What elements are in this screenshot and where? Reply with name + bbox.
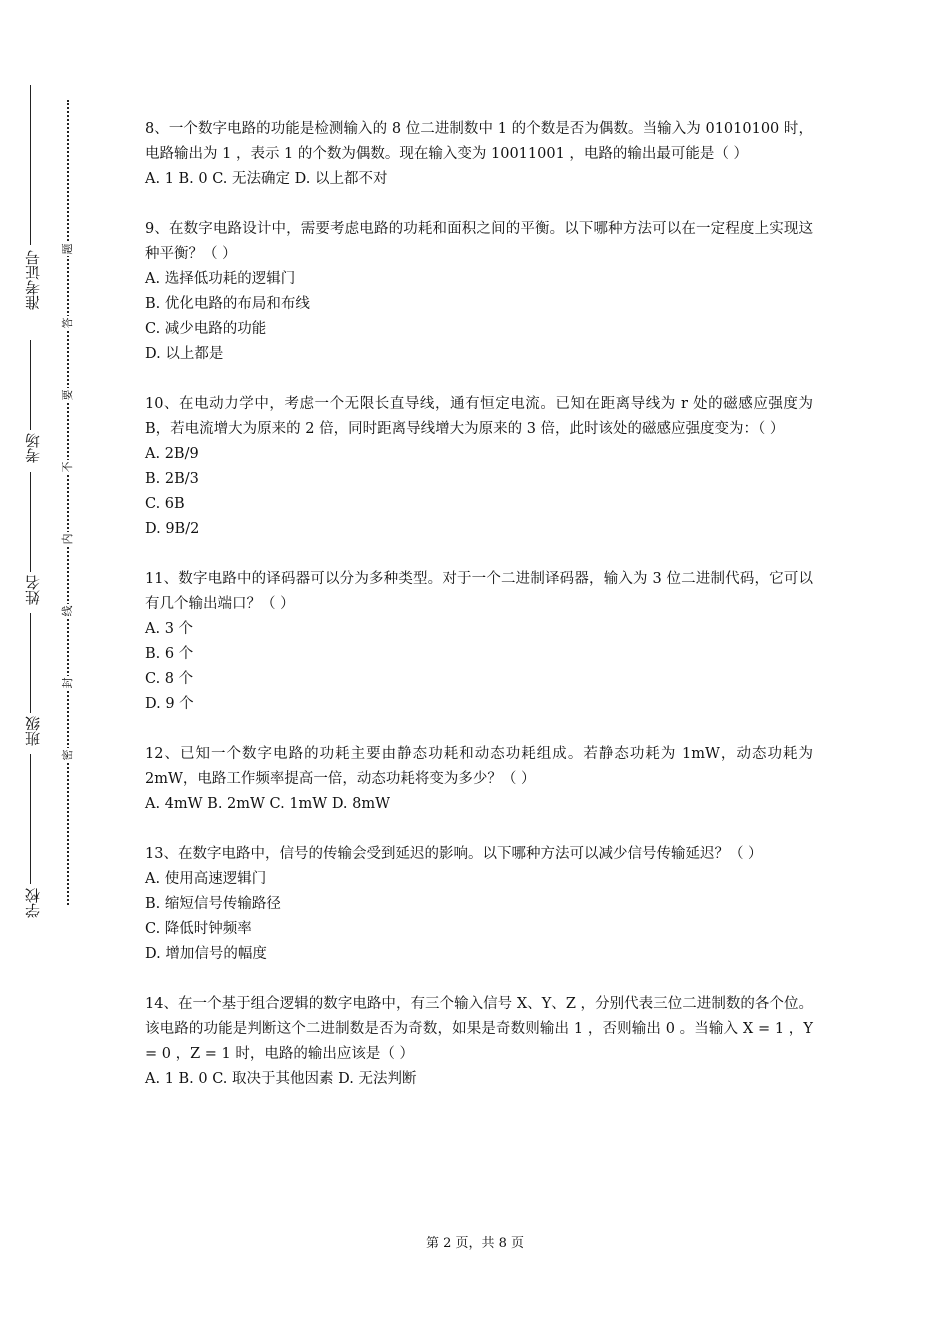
- option-a: A. 使用高速逻辑门: [145, 871, 267, 887]
- question-stem: 11、数字电路中的译码器可以分为多种类型。对于一个二进制译码器，输入为 3 位二进制代码，它可以有几个输出端口？（ ）: [145, 571, 813, 612]
- label-school: 学校: [24, 888, 42, 918]
- option-b: B. 6 个: [145, 646, 194, 662]
- option-a: A. 2B/9: [145, 446, 199, 462]
- question-8: [145, 117, 813, 192]
- option-b: B. 缩短信号传输路径: [145, 896, 281, 912]
- seal-char: 答: [61, 317, 74, 329]
- question-14: [145, 992, 813, 1092]
- label-exam-room: 考场: [24, 433, 42, 463]
- option-c: C. 6B: [145, 496, 185, 512]
- seal-char: 要: [61, 389, 74, 401]
- question-10: [145, 392, 813, 542]
- seal-char: 题: [61, 243, 74, 255]
- option-d: D. 9 个: [145, 696, 194, 712]
- option-d: D. 9B/2: [145, 521, 200, 537]
- seal-char: 内: [61, 533, 74, 545]
- option-d: D. 以上都是: [145, 346, 224, 362]
- label-name: 姓名: [24, 575, 42, 605]
- question-list: [145, 117, 813, 1117]
- question-options: A. 1 B. 0 C. 无法确定 D. 以上都不对: [145, 171, 388, 187]
- question-stem: 9、在数字电路设计中，需要考虑电路的功耗和面积之间的平衡。以下哪种方法可以在一定程度上实现这种平衡？（ ）: [145, 221, 813, 262]
- seal-char: 不: [61, 461, 74, 473]
- question-stem: 12、已知一个数字电路的功耗主要由静态功耗和动态功耗组成。若静态功耗为 1mW，动态功耗为 2mW，电路工作频率提高一倍，动态功耗将变为多少？（ ）: [145, 746, 813, 787]
- page-footer: 第 2 页，共 8 页: [425, 1236, 525, 1251]
- option-a: A. 选择低功耗的逻辑门: [145, 271, 296, 287]
- seal-dotted-line: [67, 100, 69, 905]
- question-stem: 10、在电动力学中，考虑一个无限长直导线，通有恒定电流。已知在距离导线为 r 处的磁感应强度为 B，若电流增大为原来的 2 倍，同时距离导线增大为原来的 3 倍，此时该处的磁感应强度变为：（ ）: [145, 396, 813, 437]
- option-d: D. 增加信号的幅度: [145, 946, 267, 962]
- label-class: 班级: [24, 716, 42, 746]
- question-9: [145, 217, 813, 367]
- option-c: C. 减少电路的功能: [145, 321, 267, 337]
- question-12: [145, 742, 813, 817]
- margin-line: [30, 340, 31, 430]
- option-b: B. 2B/3: [145, 471, 199, 487]
- margin-line: [30, 85, 31, 245]
- option-c: C. 降低时钟频率: [145, 921, 252, 937]
- seal-char: 密: [61, 749, 74, 761]
- option-b: B. 优化电路的布局和布线: [145, 296, 310, 312]
- question-options: A. 1 B. 0 C. 取决于其他因素 D. 无法判断: [145, 1071, 417, 1087]
- seal-char: 封: [61, 677, 74, 689]
- question-stem: 13、在数字电路中，信号的传输会受到延迟的影响。以下哪种方法可以减少信号传输延迟？（ ）: [145, 846, 763, 862]
- question-13: [145, 842, 813, 967]
- question-stem: 14、在一个基于组合逻辑的数字电路中，有三个输入信号 X、Y、Z ，分别代表三位二进制数的各个位。该电路的功能是判断这个二进制数是否为奇数，如果是奇数则输出 1 ，否则输出 0 。当输入 X = 1 ，Y = 0 ，Z = 1 时，电路的输出应该是（ ）: [145, 996, 813, 1062]
- option-a: A. 3 个: [145, 621, 194, 637]
- margin-line: [30, 754, 31, 884]
- margin-line: [30, 613, 31, 713]
- question-11: [145, 567, 813, 717]
- question-stem: 8、一个数字电路的功能是检测输入的 8 位二进制数中 1 的个数是否为偶数。当输入为 01010100 时，电路输出为 1 ，表示 1 的个数为偶数。现在输入变为 10011001 ，电路的输出最可能是（ ）: [145, 121, 813, 162]
- margin-line: [30, 472, 31, 572]
- option-c: C. 8 个: [145, 671, 194, 687]
- question-options: A. 4mW B. 2mW C. 1mW D. 8mW: [145, 796, 391, 812]
- label-exam-number: 准考证号: [24, 250, 42, 310]
- seal-char: 线: [61, 605, 74, 617]
